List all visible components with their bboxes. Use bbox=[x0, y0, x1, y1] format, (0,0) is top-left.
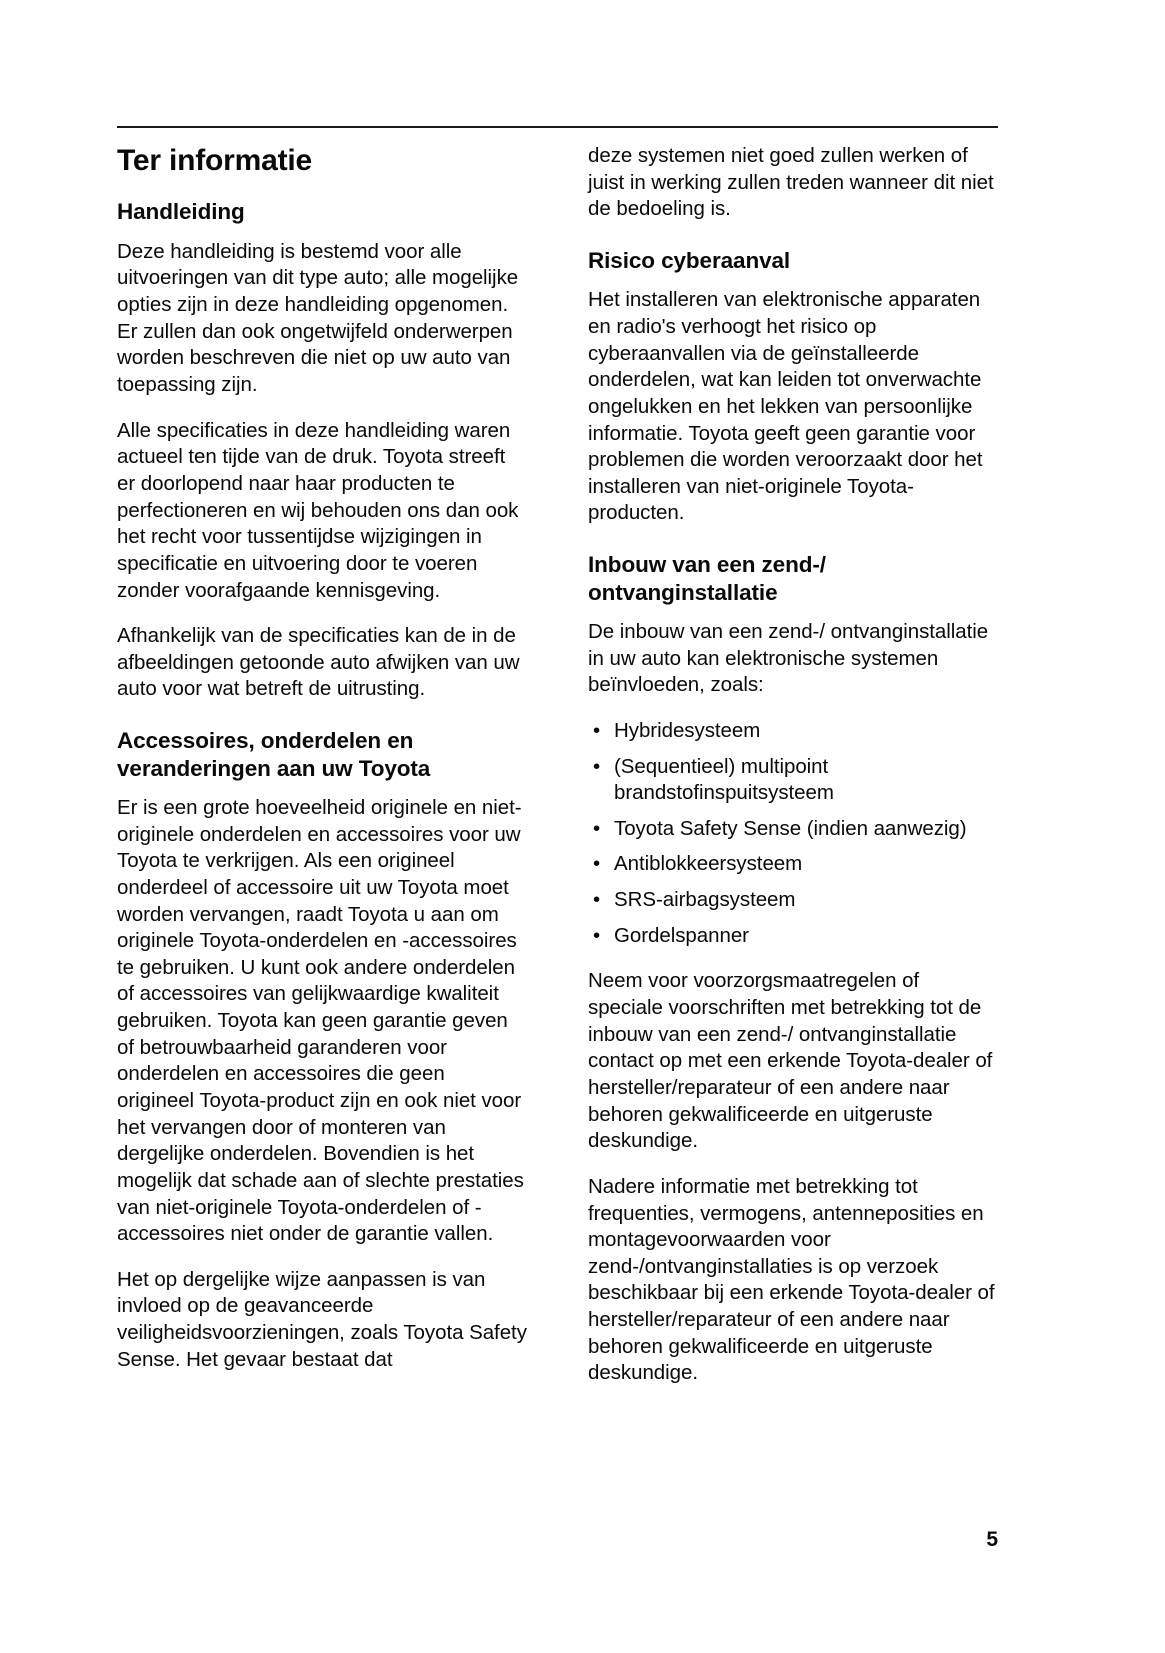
paragraph: Het op dergelijke wijze aanpassen is van invloed op de geavanceerde veiligheidsvoorzieningen, zoals Toyota Safety Sense. Het gevaar bestaat dat bbox=[117, 1267, 527, 1371]
section-heading-handleiding: Handleiding bbox=[117, 199, 245, 225]
section-heading-accessoires: Accessoires, onderdelen en veranderingen aan uw Toyota bbox=[117, 728, 431, 781]
list-item-label: Gordelspanner bbox=[614, 923, 749, 947]
paragraph: De inbouw van een zend-/ ontvanginstallatie in uw auto kan elektronische systemen beïnvloeden, zoals: bbox=[588, 620, 989, 697]
list-item-label: SRS-airbagsysteem bbox=[614, 888, 796, 912]
paragraph: Alle specificaties in deze handleiding waren actueel ten tijde van de druk. Toyota streeft er doorlopend naar haar producten te perfectioneren en wij behouden ons dan ook het recht voor tussentijdse wijzigingen in specificatie en uitvoering door te voeren zonder voorafgaande kennisgeving. bbox=[117, 418, 519, 602]
continued-paragraph: deze systemen niet goed zullen werken of juist in werking zullen treden wanneer dit niet de bedoeling is. bbox=[588, 144, 994, 221]
list-item bbox=[588, 887, 998, 914]
two-column-body bbox=[117, 143, 998, 1387]
affected-systems-list bbox=[588, 718, 998, 949]
bullet-icon: • bbox=[593, 816, 601, 840]
paragraph: Neem voor voorzorgsmaatregelen of speciale voorschriften met betrekking tot de inbouw van een zend-/ ontvanginstallatie contact op met een erkende Toyota-dealer of hersteller/reparateur of een andere naar behoren gekwalificeerde en uitgeruste deskundige. bbox=[588, 969, 993, 1153]
section-heading-risico-cyberaanval: Risico cyberaanval bbox=[588, 247, 791, 273]
section-heading-inbouw-zend-ontvanginstallatie: Inbouw van een zend-/ ontvanginstallatie bbox=[588, 552, 826, 605]
list-item bbox=[588, 754, 998, 807]
paragraph: Nadere informatie met betrekking tot frequenties, vermogens, antenneposities en montagevoorwaarden voor zend-/ontvanginstallaties is op verzoek beschikbaar bij een erkende Toyota-dealer of hersteller/reparateur of een andere naar behoren gekwalificeerde en uitgeruste deskundige. bbox=[588, 1174, 995, 1385]
bullet-icon: • bbox=[593, 852, 601, 876]
bullet-icon: • bbox=[593, 888, 601, 912]
list-item-label: Antiblokkeersysteem bbox=[614, 852, 803, 876]
list-item bbox=[588, 816, 998, 843]
page-number: 5 bbox=[986, 1528, 998, 1551]
bullet-icon: • bbox=[593, 718, 601, 742]
list-item bbox=[588, 851, 998, 878]
list-item bbox=[588, 923, 998, 950]
list-item-label: (Sequentieel) multipoint brandstofinspuitsysteem bbox=[614, 754, 834, 805]
header-rule bbox=[117, 126, 998, 128]
page-title: Ter informatie bbox=[117, 144, 313, 177]
paragraph: Het installeren van elektronische apparaten en radio's verhoogt het risico op cyberaanvallen via de geïnstalleerde onderdelen, wat kan leiden tot onverwachte ongelukken en het lekken van persoonlijke informatie. Toyota geeft geen garantie voor problemen die worden veroorzaakt door het installeren van niet-originele Toyota-producten. bbox=[588, 288, 983, 525]
paragraph: Er is een grote hoeveelheid originele en niet-originele onderdelen en accessoires voor uw Toyota te verkrijgen. Als een origineel onderdeel of accessoire uit uw Toyota moet worden vervangen, raadt Toyota u aan om originele Toyota-onderdelen en -accessoires te gebruiken. U kunt ook andere onderdelen of accessoires van gelijkwaardige kwaliteit gebruiken. Toyota kan geen garantie geven of betrouwbaarheid garanderen voor onderdelen en accessoires die geen origineel Toyota-product zijn en ook niet voor het vervangen door of monteren van dergelijke onderdelen. Bovendien is het mogelijk dat schade aan of slechte prestaties van niet-originele Toyota-onderdelen of -accessoires niet onder de garantie vallen. bbox=[117, 795, 524, 1246]
left-column bbox=[117, 143, 527, 1387]
list-item bbox=[588, 718, 998, 745]
bullet-icon: • bbox=[593, 754, 601, 778]
paragraph: Afhankelijk van de specificaties kan de in de afbeeldingen getoonde auto afwijken van uw auto voor wat betreft de uitrusting. bbox=[117, 624, 520, 701]
list-item-label: Hybridesysteem bbox=[614, 718, 761, 742]
list-item-label: Toyota Safety Sense (indien aanwezig) bbox=[614, 816, 967, 840]
paragraph: Deze handleiding is bestemd voor alle uitvoeringen van dit type auto; alle mogelijke opties zijn in deze handleiding opgenomen. Er zullen dan ook ongetwijfeld onderwerpen worden beschreven die niet op uw auto van toepassing zijn. bbox=[117, 239, 519, 397]
bullet-icon: • bbox=[593, 923, 601, 947]
right-column bbox=[588, 143, 998, 1387]
